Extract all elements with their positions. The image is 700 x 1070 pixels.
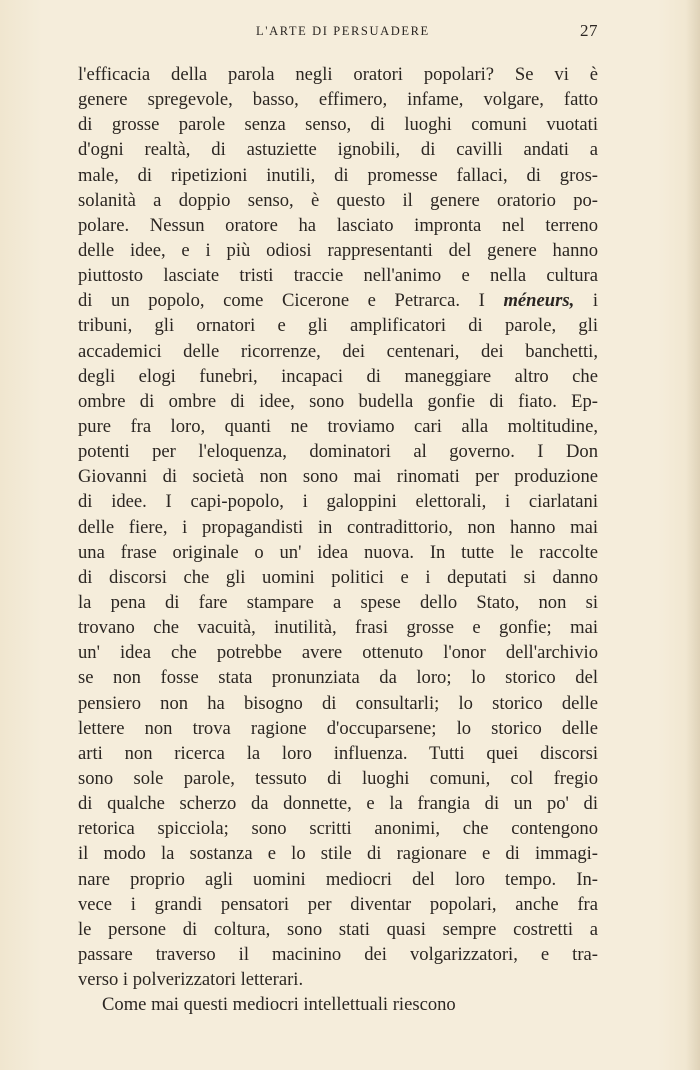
text-line: genere spregevole, basso, effimero, infame, volgare, fatto	[78, 89, 598, 111]
page-number: 27	[580, 21, 598, 40]
text-line: il modo la sostanza e lo stile di ragionare e di immagi-	[78, 843, 598, 865]
text-line: un' idea che potrebbe avere ottenuto l'onor dell'archivio	[78, 642, 598, 664]
text-line: passare traverso il macinino dei volgarizzatori, e tra-	[78, 943, 598, 965]
text-line: pensiero non ha bisogno di consultarli; lo storico delle	[78, 692, 598, 714]
text-line-paragraph-start: Come mai questi mediocri intellettuali riescono	[102, 994, 456, 1016]
text-line: delle fiere, i propagandisti in contradittorio, non hanno mai	[78, 516, 598, 538]
text-line: retorica spicciola; sono scritti anonimi, che contengono	[78, 818, 598, 840]
running-head	[0, 21, 700, 44]
text-line: tribuni, gli ornatori e gli amplificatori di parole, gli	[78, 315, 598, 337]
text-line: Giovanni di società non sono mai rinomati per produzione	[78, 466, 598, 488]
text-segment: i	[574, 290, 598, 312]
text-line: male, di ripetizioni inutili, di promesse fallaci, di gros-	[78, 164, 598, 186]
text-line: di idee. I capi-popolo, i galoppini elettorali, i ciarlatani	[78, 491, 598, 513]
text-line: nare proprio agli uomini mediocri del loro tempo. In-	[78, 868, 598, 890]
text-line: delle idee, e i più odiosi rappresentanti del genere hanno	[78, 239, 598, 261]
text-line: solanità a doppio senso, è questo il genere oratorio po-	[78, 189, 598, 211]
text-line: arti non ricerca la loro influenza. Tutti quei discorsi	[78, 742, 598, 764]
running-title: L'ARTE DI PERSUADERE	[256, 24, 430, 38]
text-line: di discorsi che gli uomini politici e i deputati si danno	[78, 566, 598, 588]
text-line: lettere non trova ragione d'occuparsene; lo storico delle	[78, 717, 598, 739]
text-line: l'efficacia della parola negli oratori popolari? Se vi è	[78, 64, 598, 85]
text-line: potenti per l'eloquenza, dominatori al governo. I Don	[78, 441, 598, 463]
text-line: ombre di ombre di idee, sono budella gonfie di fiato. Ep-	[78, 390, 598, 412]
text-line: se non fosse stata pronunziata da loro; lo storico del	[78, 667, 598, 689]
text-line: le persone di coltura, sono stati quasi sempre costretti a	[78, 918, 598, 940]
text-line: degli elogi funebri, incapaci di maneggiare altro che	[78, 365, 598, 387]
text-line: accademici delle ricorrenze, dei centenari, dei banchetti,	[78, 340, 598, 362]
text-line: polare. Nessun oratore ha lasciato impronta nel terreno	[78, 214, 598, 236]
page-edge-shadow	[686, 0, 700, 1070]
text-line: trovano che vacuità, inutilità, frasi grosse e gonfie; mai	[78, 617, 598, 639]
text-line: di grosse parole senza senso, di luoghi comuni vuotati	[78, 114, 598, 136]
text-line: la pena di fare stampare a spese dello Stato, non si	[78, 591, 598, 613]
text-line: una frase originale o un' idea nuova. In tutte le raccolte	[78, 541, 598, 563]
text-line-with-italic	[78, 288, 598, 313]
text-line: piuttosto lasciate tristi traccie nell'animo e nella cultura	[78, 265, 598, 287]
italic-word: méneurs,	[503, 290, 575, 312]
body-text	[78, 62, 598, 1017]
text-line: d'ogni realtà, di astuziette ignobili, di cavilli andati a	[78, 139, 598, 161]
text-line: vece i grandi pensatori per diventar popolari, anche fra	[78, 893, 598, 915]
text-line: verso i polverizzatori letterari.	[78, 969, 304, 991]
text-line: pure fra loro, quanti ne troviamo cari alla moltitudine,	[78, 415, 598, 437]
text-segment: di un popolo, come Cicerone e Petrarca. I	[78, 290, 504, 312]
text-line: di qualche scherzo da donnette, e la frangia di un po' di	[78, 793, 598, 815]
text-line: sono sole parole, tessuto di luoghi comuni, col fregio	[78, 767, 598, 789]
